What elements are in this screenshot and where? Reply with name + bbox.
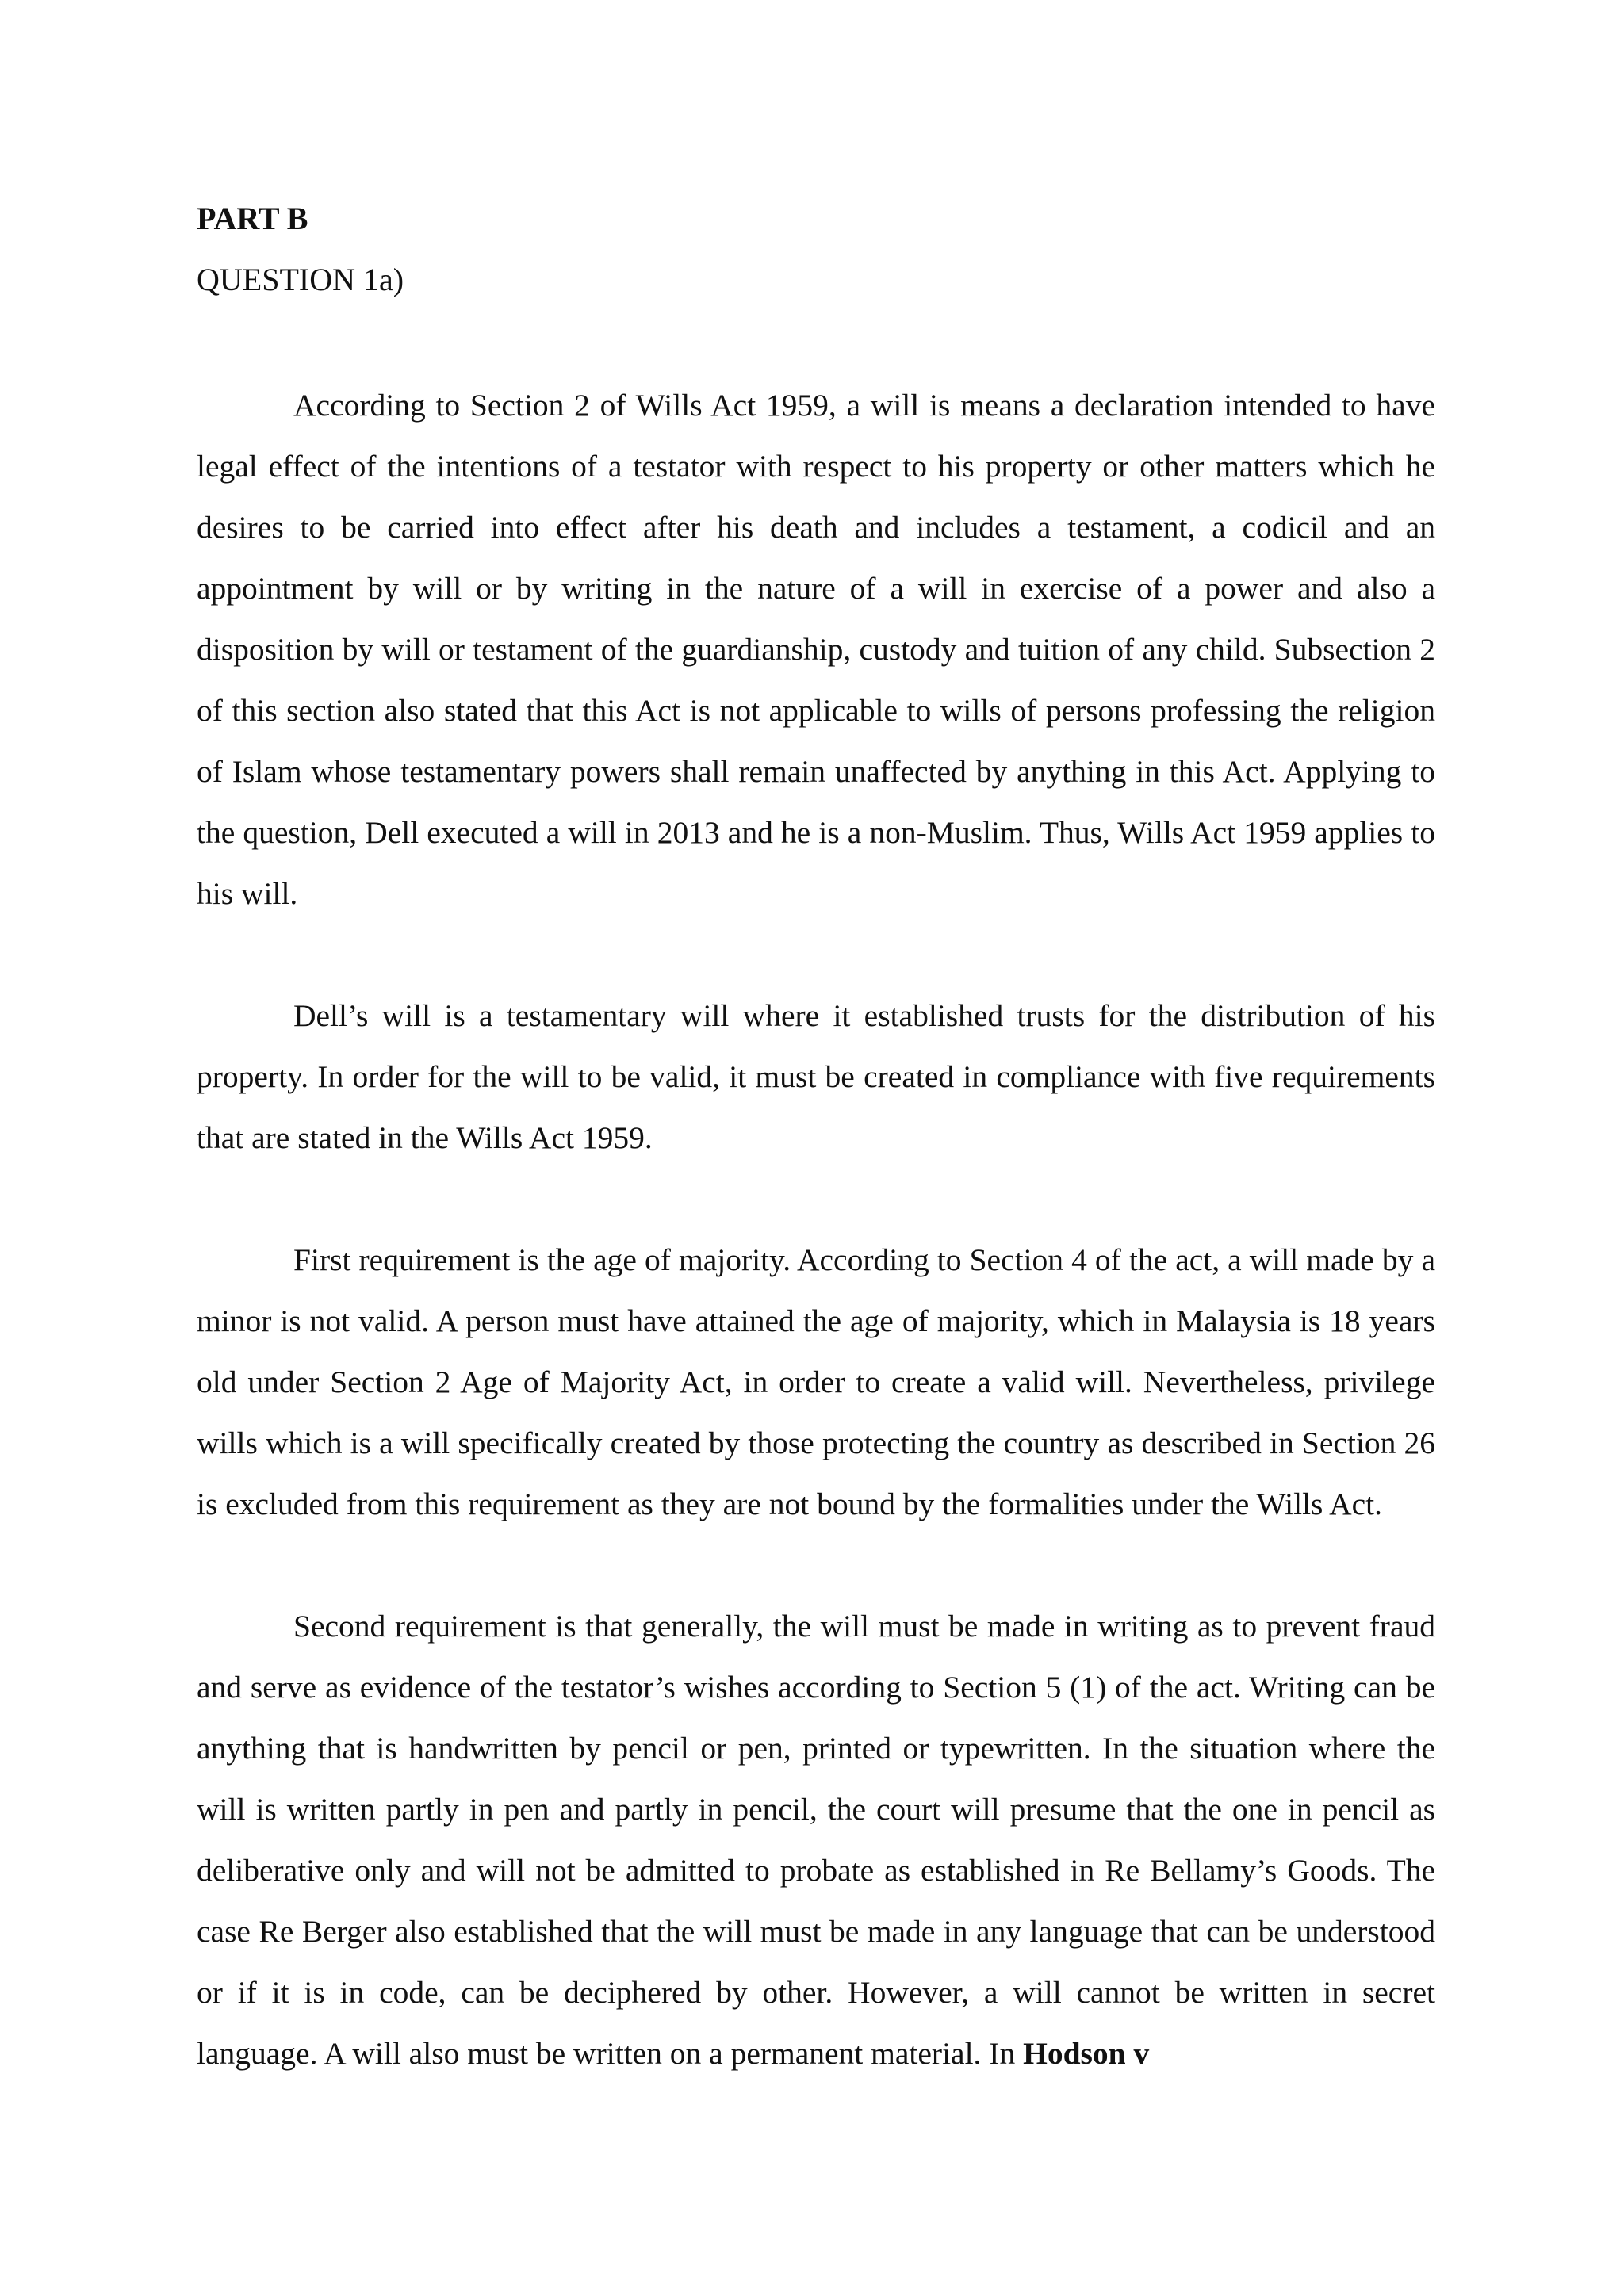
paragraph-age-of-majority: First requirement is the age of majority. According to Section 4 of the act, a will made by a minor is not valid. A person must have attained the age of majority, which in Malaysia is 18 years old under Section 2 Age of Majority Act, in order to create a valid will. Nevertheless, privilege wills which is a will specifically created by those protecting the country as described in Section 26 is excluded from this requirement as they are not bound by the formalities under the Wills Act. bbox=[197, 1242, 1435, 1521]
document-page bbox=[197, 198, 1435, 2084]
question-heading: QUESTION 1a) bbox=[197, 262, 404, 297]
paragraph-writing-requirement bbox=[197, 1596, 1435, 2084]
case-name-hodson: Hodson v bbox=[1023, 2036, 1150, 2071]
paragraph-testamentary-will: Dell’s will is a testamentary will where it established trusts for the distribution of his property. In order for the will to be valid, it must be created in compliance with five requirements that are stated in the Wills Act 1959. bbox=[197, 998, 1435, 1155]
paragraph-wills-act-definition: According to Section 2 of Wills Act 1959, a will is means a declaration intended to have legal effect of the intentions of a testator with respect to his property or other matters which he desires to be carried into effect after his death and includes a testament, a codicil and an appointment by will or by writing in the nature of a will in exercise of a power and also a disposition by will or testament of the guardianship, custody and tuition of any child. Subsection 2 of this section also stated that this Act is not applicable to wills of persons professing the religion of Islam whose testamentary powers shall remain unaffected by anything in this Act. Applying to the question, Dell executed a will in 2013 and he is a non-Muslim. Thus, Wills Act 1959 applies to his will. bbox=[197, 388, 1435, 911]
part-heading: PART B bbox=[197, 201, 308, 236]
paragraph-writing-text: Second requirement is that generally, the will must be made in writing as to prevent fraud and serve as evidence of the testator’s wishes according to Section 5 (1) of the act. Writing can be anything that is handwritten by pencil or pen, printed or typewritten. In the situation where the will is written partly in pen and partly in pencil, the court will presume that the one in pencil as deliberative only and will not be admitted to probate as established in Re Bellamy’s Goods. The case Re Berger also established that the will must be made in any language that can be understood or if it is in code, can be deciphered by other. However, a will cannot be written in secret language. A will also must be written on a permanent material. In bbox=[197, 1609, 1435, 2071]
